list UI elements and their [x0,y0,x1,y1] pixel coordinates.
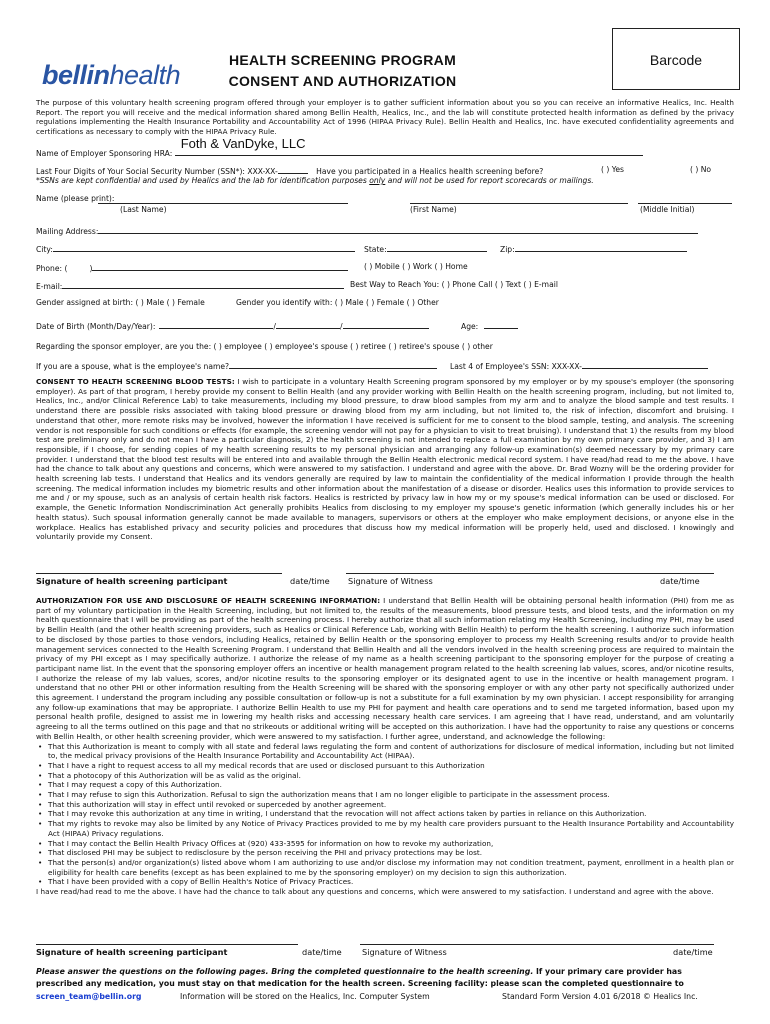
authorization-closing: I have read/had read to me the above. I have had the chance to talk about any questions and concerns, which were answered to my satisfaction. I understand and agree with the above. [36,887,714,897]
zip-row [500,243,687,255]
list-item: • That my rights to revoke may also be limited by any Notice of Privacy Practices provided to me by my health care providers pursuant to the Health Insurance Portability and Accountability Act (HIPAA) Privacy regulations. [36,819,734,838]
sponsor-relationship-options[interactable]: Regarding the sponsor employer, are you the: ( ) employee ( ) employee's spouse ( ) retiree ( ) retiree's spouse ( ) other [36,342,493,351]
employer-field[interactable] [175,136,643,156]
employer-row [36,136,643,159]
participated-no[interactable]: ( ) No [690,165,712,174]
list-item: • That this authorization will stay in effect until revoked or superceded by another agreement. [36,800,734,810]
title-line-2: CONSENT AND AUTHORIZATION [228,73,457,89]
storage-notice: Information will be stored on the Healics, Inc. Computer System [180,992,430,1001]
list-item: • That I may revoke this authorization at any time in writing, I understand that the revocation will not affect actions taken by parties in reliance on this Authorization. [36,809,734,819]
ssn-note: *SSNs are kept confidential and used by Healics and the lab for identification purposes only and will not be used for report scorecards or mailings. [36,176,594,185]
zip-field[interactable] [515,243,687,252]
bellin-health-logo: bellinhealth [42,60,181,90]
email-label: E-mail: [36,282,63,291]
first-name-caption: (First Name) [410,205,457,214]
ssn-field[interactable] [278,165,308,174]
witness-signature-line-2[interactable] [360,944,714,945]
last-name-caption: (Last Name) [120,205,167,214]
witness-label-1: Signature of Witness [348,576,433,586]
employee-ssn-label: Last 4 of Employee's SSN: XXX-XX- [450,362,582,371]
phone-type-options[interactable]: ( ) Mobile ( ) Work ( ) Home [364,262,468,271]
screen-team-email-link[interactable]: screen_team@bellin.org [36,992,142,1001]
city-row [36,243,355,255]
participated-yes[interactable]: ( ) Yes [601,165,625,174]
employer-label: Name of Employer Sponsoring HRA: [36,149,173,158]
mailing-address-row [36,225,698,237]
authorization-section: AUTHORIZATION FOR USE AND DISCLOSURE OF HEALTH SCREENING INFORMATION: I understand that Bellin Health will be obtaining personal health information (PHI) from me as part of my voluntary participation in the Health Screening, including, but not limited to, the results of the measurements, blood pressure tests, and blood tests, and the information on my health questionnaire that I will be providing as part of the health screening process. I hereby authorize that all such information relating my Health Screening, including my PHI, may be used by Bellin Health (and the other health screening providers, such as Healics or Clinical Reference Lab, working with Bellin Health) to perform the health screening. I authorize such information to be disclosed by those parties to those vendors, including Healics, retained by Bellin Health or the sponsoring employer to process my Health Screening results and/or to provide health management services connected to the Health Screening Program. I understand that Bellin Health and all the vendors involved in the health screening process are required to maintain the privacy of my PHI except as I may specifically authorize. I authorize the release of my name as a health screening participant to the sponsoring employer for the purpose of creating a participant name list. In the event that the sponsoring employer offers an incentive or health management program related to the health screening lab values, scores, and/or nicotine results, I authorize the release of my lab values, scores, and/or nicotine results to the sponsoring employer or its designated agent to use in the incentive or health management program. I understand that no other PHI or other information resulting from the Health Screening will be shared with the sponsoring employer or with any other party not specifically authorized under this agreement. I understand the program including any possible consultation or follow-up is not a substitute for a full examination by my own physician. I accept responsibility for arranging any follow-up examinations that may be appropriate. I authorize Bellin Health to use my PHI for payment and health care operations and to send me targeted information, based upon my personal health profile, designed to assist me in lowering my health risks and accessing necessary health care services. I am agreeing that I have read, understand, and am voluntarily agreeing to all the terms outlined on this page and that no strikeouts or additional writing will be accepted on this authorization. I have had the opportunity to raise any questions or concerns with Bellin Health, or other health screening provider, which were answered to my satisfaction. I further agree, understand, and acknowledge the following: • That this Authorization is meant to comply with all state and federal laws regulating the form and content of authorizations for disclosure of medical information, including but not limited to, the medical privacy provisions of the Health Insurance Portability and Accountability Act (HIPAA). • That I have a right to request access to all my medical records that are used or disclosed pursuant to this Authorization • That a photocopy of this Authorization will be as valid as the original. • That I may request a copy of this Authorization. • That I may refuse to sign this Authorization. Refusal to sign the authorization means that I am no longer eligible to participate in the assessment process. • That this authorization will stay in effect until revoked or superceded by another agreement. • That I may revoke this authorization at any time in writing, I understand that the revocation will not affect actions taken by parties in reliance on this Authorization. • That my rights to revoke may also be limited by any Notice of Privacy Practices provided to me by my health care providers pursuant to the Health Insurance Portability and Accountability Act (HIPAA) Privacy regulations. • That I may contact the Bellin Health Privacy Offices at (920) 433-3595 for information on how to revoke my authorization, • That disclosed PHI may be subject to redisclosure by the person receiving the PHI and privacy protections may be lost. • That the person(s) and/or organization(s) listed above whom I am authorizing to use and/or disclose my information may not condition treatment, payment, enrollment in a health plan or eligibility for health care benefits (except as has been explained to me by the sponsoring employer) on my decision to sign this authorization. • That I have been provided with a copy of Bellin Health's Notice of Privacy Practices. I have read/had read to me the above. I have had the chance to talk about any questions and concerns, which were answered to my satisfaction. I understand and agree with the above. [36,596,734,897]
form-title [210,50,475,92]
list-item: • That a photocopy of this Authorization will be as valid as the original. [36,771,734,781]
phone-label: Phone: ( [36,264,68,273]
consent-heading: CONSENT TO HEALTH SCREENING BLOOD TESTS: [36,377,235,386]
list-item: • That I may request a copy of this Authorization. [36,780,734,790]
authorization-heading: AUTHORIZATION FOR USE AND DISCLOSURE OF HEALTH SCREENING INFORMATION: [36,596,381,605]
barcode-box: Barcode [612,28,740,90]
participant-signature-line-2[interactable] [36,944,298,945]
first-name-field[interactable] [410,203,628,204]
employer-value: Foth & VanDyke, LLC [180,136,306,151]
witness-date-label-1: date/time [660,576,700,586]
mailing-address-label: Mailing Address: [36,227,99,236]
middle-initial-caption: (Middle Initial) [640,205,695,214]
intro-paragraph: The purpose of this voluntary health screening program offered through your employer is to gather sufficient information about you so you can receive an informative Healics, Inc. Health Report. The report you will receive and the medical information shared among Bellin Health, Healics, Inc., and the lab will constitute protected health information as defined by the privacy regulations implementing the Health Insurance Portability and Accountability Act of 1996 (HIPAA Privacy Rule). Bellin Health and Healics, Inc. have executed confidentiality agreements and certifications as necessary to comply with the HIPAA Privacy Rule. [36,98,734,137]
date-label-1: date/time [290,576,330,586]
email-row [36,280,344,292]
witness-signature-line-1[interactable] [346,573,714,574]
mailing-address-field[interactable] [98,225,698,234]
age-field[interactable] [484,320,518,329]
age-row [461,320,518,332]
dob-day-field[interactable] [276,320,340,329]
list-item: • That I may contact the Bellin Health Privacy Offices at (920) 433-3595 for information on how to revoke my authorization, [36,839,734,849]
last-name-field[interactable] [98,203,348,204]
list-item: • That I have been provided with a copy of Bellin Health's Notice of Privacy Practices. [36,877,734,887]
witness-label-2: Signature of Witness [362,947,447,957]
phone-field[interactable] [92,262,348,271]
state-field[interactable] [387,243,487,252]
date-label-2: date/time [302,947,342,957]
state-label: State: [364,245,387,254]
consent-paragraph: CONSENT TO HEALTH SCREENING BLOOD TESTS: I wish to participate in a voluntary Health Screening program sponsored by my employer or by my spouse's employer (the sponsoring employer). As part of that program, I hereby provide my consent to Bellin Health (and any provider working with Bellin Health on the health screening program, including, but not limited to, Healics, Inc., and/or Clinical Reference Lab) to take measurements, including my blood pressure, to draw blood samples from my arm and to analyze the blood sample and test results. I understand there are possible risks associated with taking blood pressure or drawing blood from my arm including, but not limited to, the risk of infection, discomfort and bruising. I understand that other, more remote risks may be involved, however the information I have received is sufficient for me to consent to the blood sample, testing, and analysis. The screening vendor is not responsible for such conditions or effects (for example, the screening vendor will not pay for a physician to visit to treat bruising). I understand that 1) the results from my blood test are preliminary only and do not mean I have a particular diagnosis, 2) the health screening is not intended to replace a full examination by my own primary care provider, and 3) I am responsible, if I choose, for sending copies of my health screening results to my personal physician and arranging any follow-up examination(s) deemed necessary by my primary care provider. I understand that the blood test results will be entered into and available through the Bellin Health electronic medical record system. I have read/had read to me the above. I have had the chance to talk about any questions and concerns, which were answered to my satisfaction. I understand and agree with the above. Dr. Brad Wozny will be the ordering provider for health screening lab tests. I understand that Healics and its vendors generally are required by law to maintain the confidentiality of the medical information I provide through the health screening. The medical information includes my biometric results and other information about the manifestation of a disease or disorder. Healics uses this information to provide services to me and / or my spouse, such as an analysis of certain health risk factors. Healics is restricted by privacy law in how my or my spouse's medical information can be used or disclosed. For example, the Genetic Information Nondiscrimination Act generally prohibits Healics from disclosing to my employer my spouse's genetic information (which generally includes his or her health status). Such spousal information generally cannot be made available to managers, supervisors or others at the employer who make employment decisions, or anyone else in the workplace. Healics has established privacy and security policies and procedures that discuss how my medical information will be properly held, used and disclosed. I knowingly and voluntarily provide my Consent. [36,377,734,542]
dob-label: Date of Birth (Month/Day/Year): [36,322,156,331]
zip-label: Zip: [500,245,515,254]
middle-initial-field[interactable] [638,203,732,204]
email-field[interactable] [62,280,344,289]
form-version: Standard Form Version 4.01 6/2018 © Healics Inc. [502,992,698,1001]
name-label: Name (please print): [36,194,115,203]
list-item: • That the person(s) and/or organization(s) listed above whom I am authorizing to use and/or disclose my information may not condition treatment, payment, enrollment in a health plan or eligibility for health care benefits (except as has been explained to me by the sponsoring employer) on my decision to sign this authorization. [36,858,734,877]
employee-ssn-row [450,360,708,372]
employee-name-field[interactable] [229,360,437,369]
list-item: • That I may refuse to sign this Authorization. Refusal to sign the authorization means that I am no longer eligible to participate in the assessment process. [36,790,734,800]
participated-question: Have you participated in a Healics health screening before? [316,167,544,176]
state-row [364,243,487,255]
list-item: • That I have a right to request access to all my medical records that are used or disclosed pursuant to this Authorization [36,761,734,771]
phone-row: Phone: ( ) [36,262,348,274]
footer-instructions: Please answer the questions on the following pages. Bring the completed questionnaire to the health screening. If your primary care provider has [36,967,682,976]
dob-month-field[interactable] [159,320,273,329]
dob-row: Date of Birth (Month/Day/Year): / / [36,320,429,332]
city-label: City: [36,245,53,254]
list-item: • That this Authorization is meant to comply with all state and federal laws regulating the form and content of authorizations for disclosure of medical information, including but not limited to, the medical privacy provisions of the Health Insurance Portability and Accountability Act (HIPAA). [36,742,734,761]
footer-instructions-2: prescribed any medication, you must stay on that medication for the health screen. Screening facility: please scan the completed questionnaire to [36,979,684,988]
employee-name-label: If you are a spouse, what is the employee's name? [36,362,230,371]
city-field[interactable] [53,243,355,252]
participant-signature-label-1: Signature of health screening participant [36,576,228,586]
spouse-row [36,360,437,372]
gender-identity-options[interactable]: Gender you identify with: ( ) Male ( ) Female ( ) Other [236,298,439,307]
ssn-label: Last Four Digits of Your Social Security Number (SSN*): XXX-XX- [36,167,278,176]
gender-birth-options[interactable]: Gender assigned at birth: ( ) Male ( ) Female [36,298,205,307]
dob-year-field[interactable] [343,320,429,329]
participant-signature-line-1[interactable] [36,573,282,574]
witness-date-label-2: date/time [673,947,713,957]
authorization-bullet-list [36,742,734,888]
age-label: Age: [461,322,479,331]
list-item: • That disclosed PHI may be subject to redisclosure by the person receiving the PHI and privacy protections may be lost. [36,848,734,858]
best-way-options[interactable]: Best Way to Reach You: ( ) Phone Call ( ) Text ( ) E-mail [350,280,558,289]
title-line-1: HEALTH SCREENING PROGRAM [228,52,457,68]
participant-signature-label-2: Signature of health screening participant [36,947,228,957]
employee-ssn-field[interactable] [582,360,708,369]
